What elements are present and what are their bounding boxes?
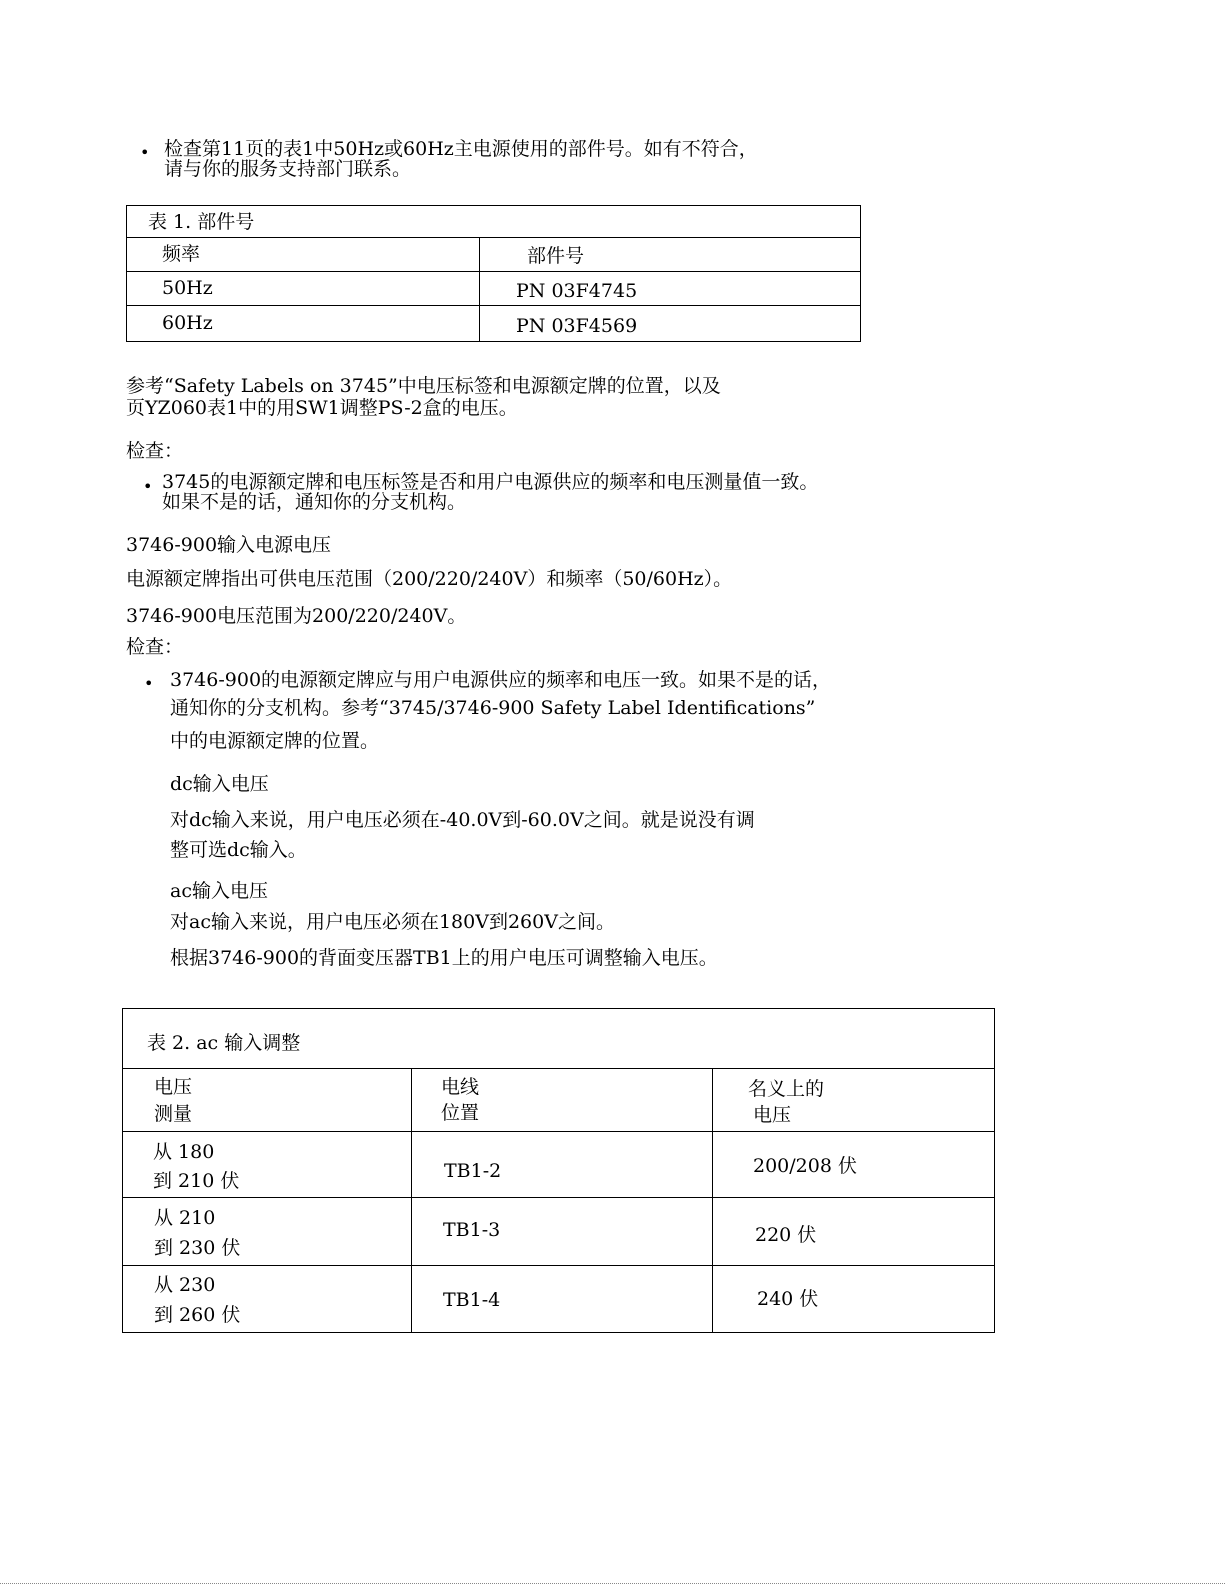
table2-header-position — [412, 1069, 713, 1132]
table1-cell — [127, 272, 480, 306]
reference-line1: 参考“Safety Labels on 3745”中电压标签和电源额定牌的位置，以及 — [126, 375, 721, 397]
header-nominal-voltage-label: 电压 — [753, 1104, 792, 1126]
header-voltage-label: 电压 — [154, 1076, 193, 1098]
check1-line1: 3745的电源额定牌和电压标签是否和用户电源供应的频率和电压测量值一致。 — [162, 471, 819, 493]
section-heading-3746: 3746-900输入电源电压 — [126, 534, 332, 556]
table2-cell — [713, 1266, 995, 1333]
header-position-label: 位置 — [441, 1102, 480, 1124]
wire-position: TB1-3 — [443, 1219, 501, 1241]
table1-cell — [480, 306, 861, 342]
section-3746-para2: 3746-900电压范围为200/220/240V。 — [126, 605, 467, 627]
wire-position: TB1-2 — [444, 1160, 502, 1182]
table2-cell — [123, 1266, 412, 1333]
bullet-marker: • — [140, 143, 150, 162]
header-nominal-label: 名义上的 — [748, 1078, 825, 1100]
intro-text-line2: 请与你的服务支持部门联系。 — [164, 158, 412, 180]
measure-to: 到 230 伏 — [154, 1237, 241, 1259]
nominal-voltage: 200/208 伏 — [753, 1155, 857, 1177]
table-part-numbers — [126, 205, 861, 342]
section-3746-bullet-line1: 3746-900的电源额定牌应与用户电源供应的频率和电压一致。如果不是的话， — [170, 669, 832, 691]
table-ac-input-adjustment — [122, 1008, 995, 1333]
wire-position: TB1-4 — [443, 1289, 501, 1311]
table1-header-partnumber — [480, 238, 861, 272]
table1-header-frequency — [127, 238, 480, 272]
header-frequency-label: 频率 — [162, 243, 201, 265]
table-row — [127, 272, 861, 306]
measure-from: 从 210 — [154, 1207, 216, 1229]
table2-cell — [412, 1266, 713, 1333]
check1-line2: 如果不是的话，通知你的分支机构。 — [162, 491, 467, 513]
measure-to: 到 210 伏 — [153, 1170, 240, 1192]
dc-heading: dc输入电压 — [170, 773, 269, 795]
page-bottom-divider — [0, 1583, 1225, 1584]
table1-cell — [127, 306, 480, 342]
table2-cell — [412, 1132, 713, 1198]
table1-caption-cell — [127, 206, 861, 238]
table2-header-measure — [123, 1069, 412, 1132]
measure-from: 从 180 — [153, 1141, 215, 1163]
header-wire-label: 电线 — [441, 1076, 480, 1098]
measure-from: 从 230 — [154, 1274, 216, 1296]
bullet-marker: • — [144, 674, 154, 693]
reference-line2: 页YZ060表1中的用SW1调整PS-2盒的电压。 — [126, 397, 518, 419]
table-row — [123, 1132, 995, 1198]
intro-text-line1: 检查第11页的表1中50Hz或60Hz主电源使用的部件号。如有不符合， — [164, 138, 758, 160]
part-number-value: PN 03F4569 — [516, 315, 638, 337]
table2-header-nominal — [713, 1069, 995, 1132]
section-3746-bullet-line2: 通知你的分支机构。参考“3745/3746-900 Safety Label Identifications” — [170, 697, 816, 719]
section-3746-bullet-line3: 中的电源额定牌的位置。 — [170, 730, 380, 752]
table2-cell — [713, 1198, 995, 1266]
table-row — [127, 306, 861, 342]
table2-cell — [713, 1132, 995, 1198]
table2-caption: 表 2. ac 输入调整 — [147, 1032, 301, 1054]
table2-caption-cell — [123, 1009, 995, 1069]
table-row — [123, 1198, 995, 1266]
section-3746-para1: 电源额定牌指出可供电压范围（200/220/240V）和频率（50/60Hz）。 — [126, 568, 733, 590]
nominal-voltage: 240 伏 — [757, 1288, 819, 1310]
ac-heading: ac输入电压 — [170, 880, 268, 902]
check-label: 检查： — [126, 636, 184, 658]
table2-cell — [123, 1198, 412, 1266]
dc-line2: 整可选dc输入。 — [170, 839, 307, 861]
ac-line1: 对ac输入来说，用户电压必须在180V到260V之间。 — [170, 911, 615, 933]
header-measure-label: 测量 — [154, 1103, 193, 1125]
table1-caption: 表 1. 部件号 — [148, 211, 255, 233]
header-partnumber-label: 部件号 — [527, 245, 585, 267]
ac-line2: 根据3746-900的背面变压器TB1上的用户电压可调整输入电压。 — [170, 947, 718, 969]
table2-cell — [412, 1198, 713, 1266]
dc-line1: 对dc输入来说，用户电压必须在-40.0V到-60.0V之间。就是说没有调 — [170, 809, 755, 831]
measure-to: 到 260 伏 — [154, 1304, 241, 1326]
nominal-voltage: 220 伏 — [755, 1224, 817, 1246]
part-number-value: PN 03F4745 — [516, 280, 638, 302]
table-row — [123, 1266, 995, 1333]
table1-cell — [480, 272, 861, 306]
check-label: 检查： — [126, 440, 184, 462]
frequency-value: 50Hz — [162, 277, 213, 299]
frequency-value: 60Hz — [162, 312, 213, 334]
table2-cell — [123, 1132, 412, 1198]
bullet-marker: • — [143, 477, 153, 496]
